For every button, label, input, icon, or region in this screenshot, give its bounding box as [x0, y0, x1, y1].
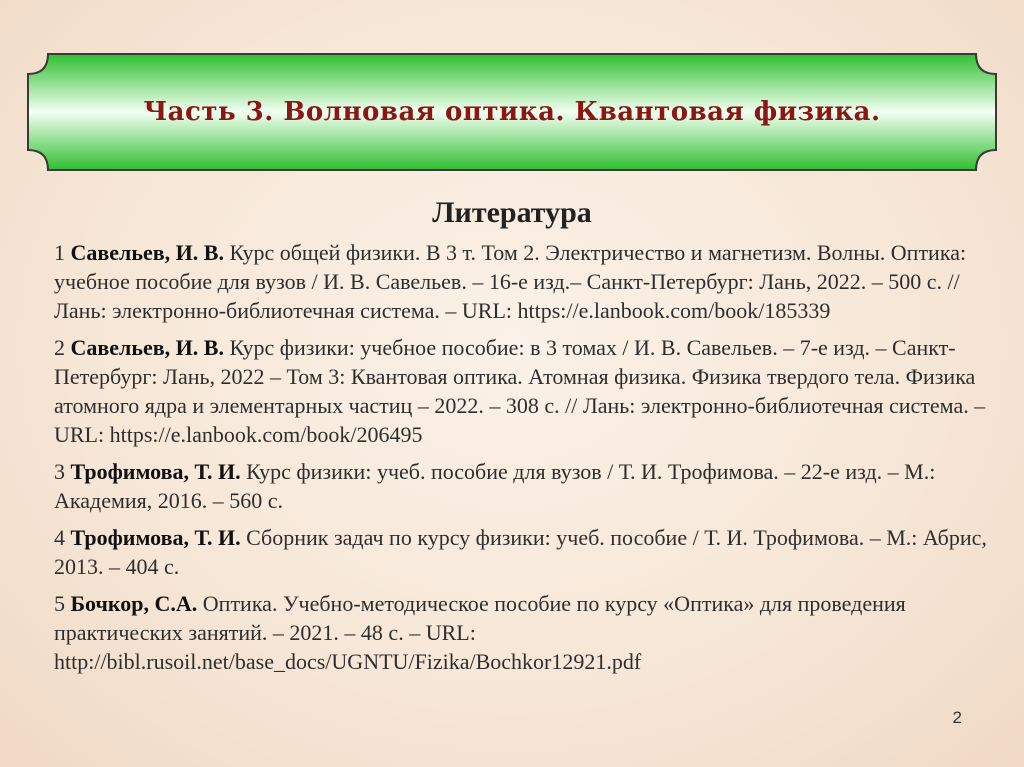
reference-author: Трофимова, Т. И.: [70, 459, 241, 484]
reference-item: [54, 238, 994, 325]
reference-author: Савельев, И. В.: [70, 240, 224, 265]
reference-text: Курс физики: учеб. пособие для вузов / Т. И. Трофимова. – 22-е изд. – М.: Академия, 2016. – 560 с.: [54, 459, 936, 513]
literature-heading: Литература: [432, 196, 592, 229]
reference-list: [54, 238, 994, 684]
page-number: 2: [952, 708, 962, 727]
reference-text: Сборник задач по курсу физики: учеб. пособие / Т. И. Трофимова. – М.: Абрис, 2013. – 404 с.: [54, 525, 987, 579]
reference-number: 4: [54, 525, 65, 550]
reference-item: [54, 457, 994, 515]
reference-text: Курс физики: учебное пособие: в 3 томах / И. В. Савельев. – 7-е изд. – Санкт-Петербург: Лань, 2022 – Том 3: Квантовая оптика. Атомная физика. Физика твердого тела. Физика атомного ядра и элементарных частиц – 2022. – 308 с. // Лань: электронно-библиотечная система. – URL: https://e.lanbook.com/book/206495: [54, 335, 986, 447]
reference-author: Бочкор, С.А.: [70, 591, 198, 616]
reference-item: [54, 333, 994, 449]
reference-text: Курс общей физики. В 3 т. Том 2. Электричество и магнетизм. Волны. Оптика: учебное пособие для вузов / И. В. Савельев. – 16-е изд.– Санкт-Петербург: Лань, 2022. – 500 с. // Лань: электронно-библиотечная система. – URL: https://e.lanbook.com/book/185339: [54, 240, 967, 323]
reference-number: 2: [54, 335, 65, 360]
slide-title: Часть 3. Волновая оптика. Квантовая физика.: [143, 97, 881, 127]
reference-number: 5: [54, 591, 65, 616]
reference-author: Трофимова, Т. И.: [70, 525, 241, 550]
reference-item: [54, 589, 994, 676]
reference-number: 3: [54, 459, 65, 484]
reference-text: Оптика. Учебно-методическое пособие по курсу «Оптика» для проведения практических занятий. – 2021. – 48 с. – URL: http://bibl.rusoil.net/base_docs/UGNTU/Fizika/Bochkor12921.pdf: [54, 591, 906, 674]
reference-item: [54, 523, 994, 581]
reference-author: Савельев, И. В.: [70, 335, 224, 360]
reference-number: 1: [54, 240, 65, 265]
